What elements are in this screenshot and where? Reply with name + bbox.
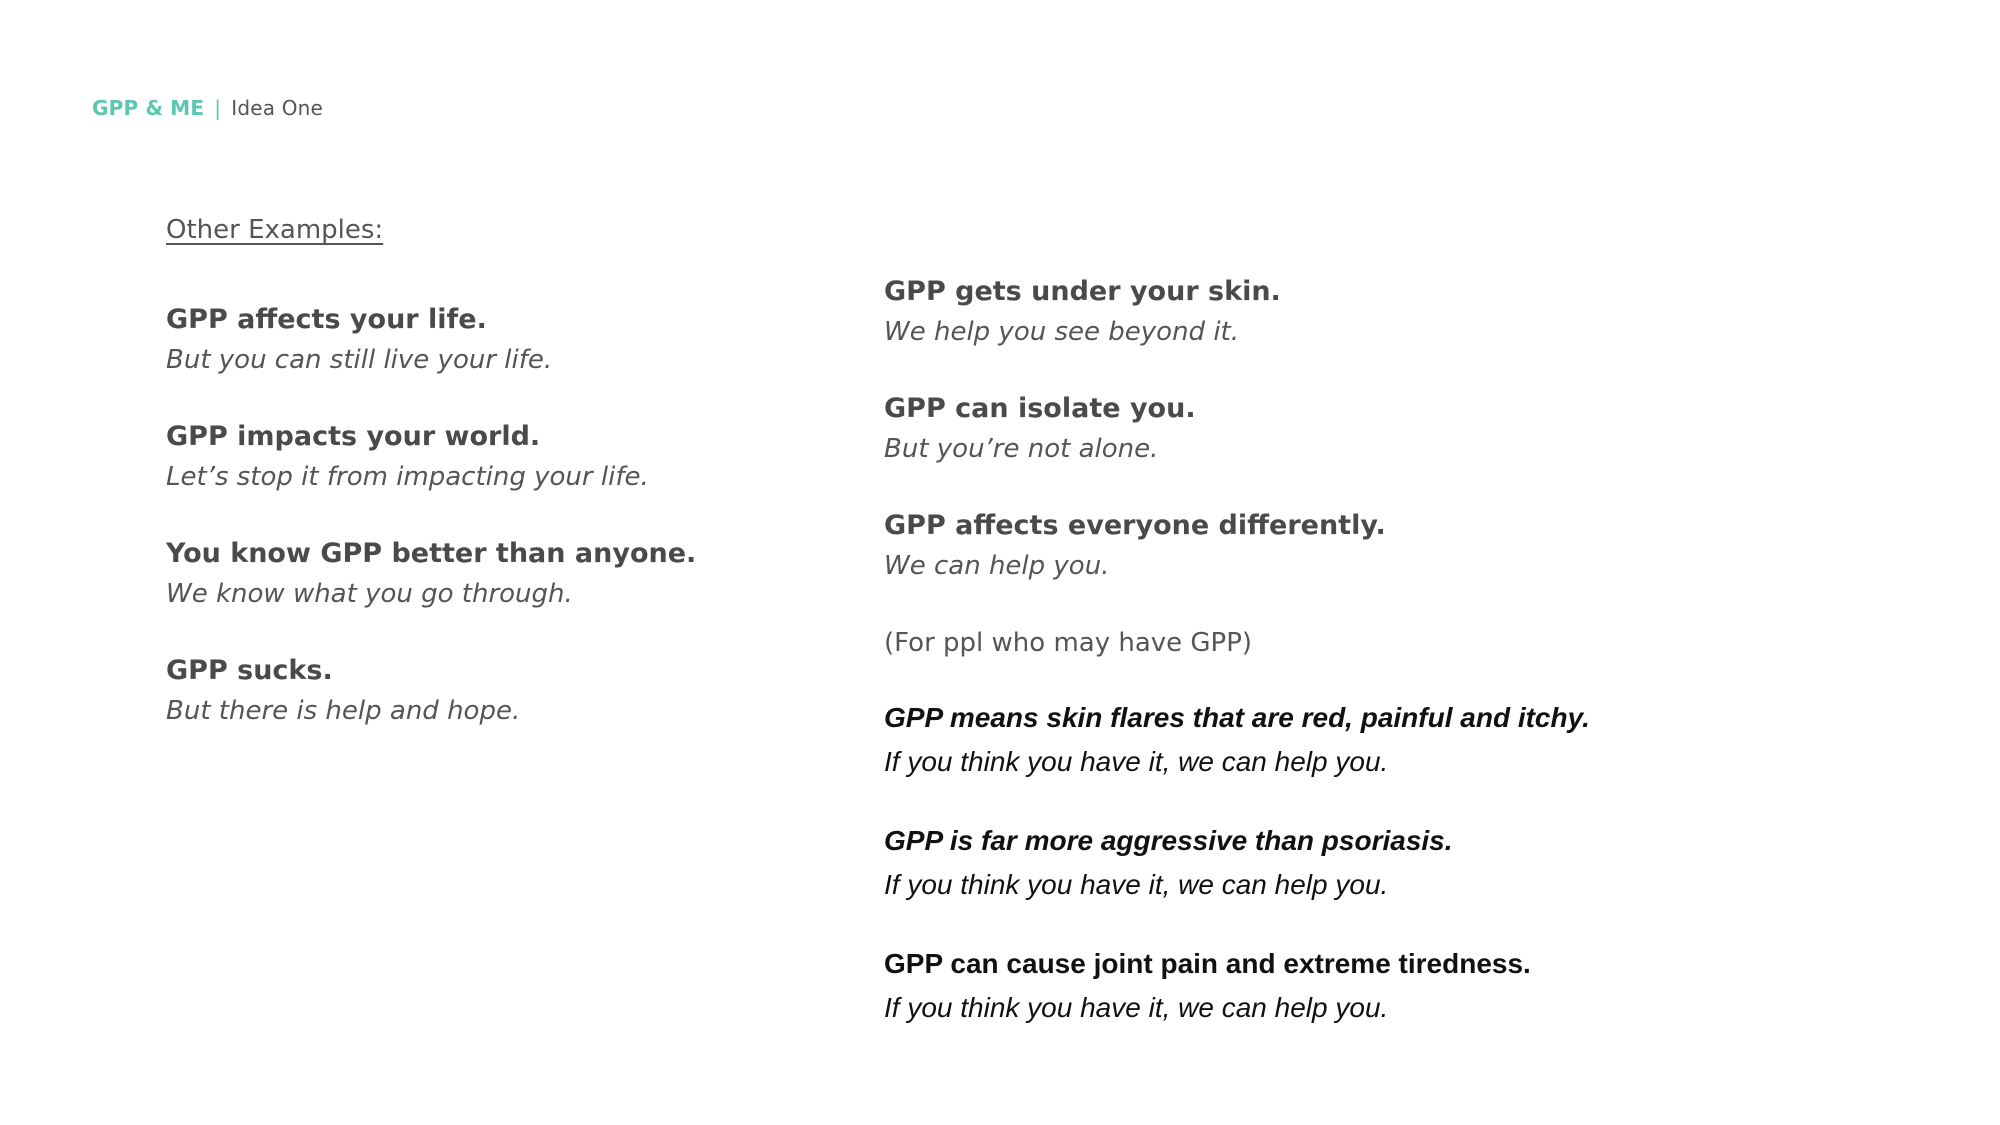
right-column xyxy=(884,272,1934,1065)
example-pair-dark xyxy=(884,696,1934,784)
example-headline: GPP is far more aggressive than psoriasis. xyxy=(884,825,1453,856)
header-subtitle: Idea One xyxy=(231,96,324,120)
example-pair xyxy=(166,651,926,731)
example-headline: GPP impacts your world. xyxy=(166,421,541,452)
example-subline: But there is help and hope. xyxy=(166,696,521,726)
example-pair-dark xyxy=(884,942,1934,1030)
example-headline: GPP can isolate you. xyxy=(884,393,1196,424)
example-subline: But you’re not alone. xyxy=(884,434,1159,464)
example-headline: You know GPP better than anyone. xyxy=(166,538,697,569)
header-separator: | xyxy=(214,96,222,120)
example-pair xyxy=(166,300,926,380)
example-headline: GPP means skin flares that are red, painful and itchy. xyxy=(884,702,1590,733)
example-pair xyxy=(166,534,926,614)
example-pair xyxy=(166,417,926,497)
example-pair xyxy=(884,506,1934,586)
example-pair xyxy=(884,272,1934,352)
example-headline: GPP gets under your skin. xyxy=(884,276,1281,307)
example-subline: Let’s stop it from impacting your life. xyxy=(166,462,649,492)
example-pair-dark xyxy=(884,819,1934,907)
example-pair xyxy=(884,389,1934,469)
example-subline: If you think you have it, we can help you. xyxy=(884,746,1389,777)
example-headline: GPP can cause joint pain and extreme tiredness. xyxy=(884,948,1531,979)
section-title: Other Examples: xyxy=(166,215,384,245)
example-subline: We can help you. xyxy=(884,551,1110,581)
example-subline: We know what you go through. xyxy=(166,579,573,609)
page-header xyxy=(92,96,323,120)
brand-label: GPP & ME xyxy=(92,96,205,120)
example-headline: GPP sucks. xyxy=(166,655,333,686)
example-subline: If you think you have it, we can help you. xyxy=(884,869,1389,900)
example-subline: We help you see beyond it. xyxy=(884,317,1239,347)
audience-note: (For ppl who may have GPP) xyxy=(884,628,1253,658)
example-subline: But you can still live your life. xyxy=(166,345,553,375)
example-headline: GPP affects everyone differently. xyxy=(884,510,1386,541)
example-headline: GPP affects your life. xyxy=(166,304,487,335)
left-column xyxy=(166,300,926,768)
example-subline: If you think you have it, we can help you. xyxy=(884,992,1389,1023)
